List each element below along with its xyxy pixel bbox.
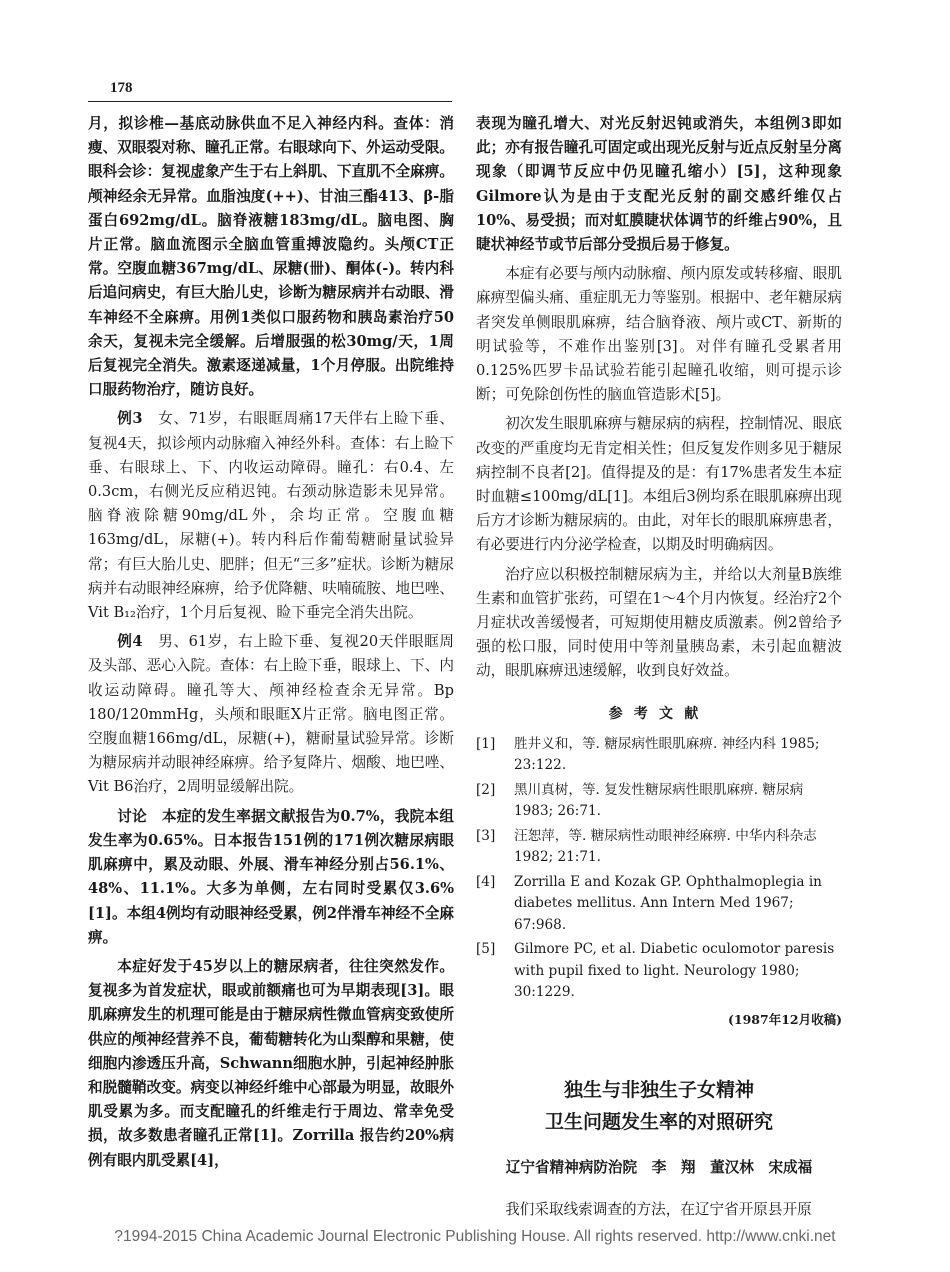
right-column [476, 112, 842, 1227]
case3-label: 例3 [117, 410, 143, 428]
reference-text: 胜井义和，等. 糖尿病性眼肌麻痹. 神经内科 1985; 23:122. [514, 735, 820, 774]
case3-paragraph [88, 407, 454, 625]
case4-paragraph [88, 630, 454, 799]
reference-number: [2] [476, 781, 496, 798]
reference-text: 黑川真树，等. 复发性糖尿病性眼肌麻痹. 糖尿病 1983; 26:71. [514, 781, 804, 820]
reference-number: [1] [476, 735, 496, 752]
reference-item [476, 826, 842, 869]
case4-label: 例4 [117, 633, 143, 651]
relation-paragraph: 初次发生眼肌麻痹与糖尿病的病程，控制情况、眼底改变的严重度均无肯定相关性；但反复发作则多见于糖尿病控制不良者[2]。值得提及的是：有17%患者发生本症时血糖≤100mg/dL[1]。本组后3例均系在眼肌麻痹出现后方才诊断为糖尿病的。由此，对年长的眼肌麻痹患者，有必要进行内分泌学检查，以期及时明确病因。 [476, 415, 842, 554]
differential-paragraph: 本症有必要与颅内动脉瘤、颅内原发或转移瘤、眼肌麻痹型偏头痛、重症肌无力等鉴别。根据中、老年糖尿病者突发单侧眼肌麻痹，结合脑脊液、颅片或CT、新斯的明试验等，不难作出鉴别[3]。对伴有瞳孔受累者用0.125%匹罗卡品试验若能引起瞳孔收缩，则可提示诊断；可免除创伤性的脑血管造影术[5]。 [476, 265, 842, 404]
header-rule [88, 101, 452, 102]
reference-item [476, 939, 842, 1004]
copyright-footer: ?1994-2015 China Academic Journal Electronic Publishing House. All rights reserved. http://www.cnki.net [114, 1228, 836, 1245]
reference-text: Zorrilla E and Kozak GP. Ophthalmoplegia in diabetes mellitus. Ann Intern Med 1967; 67:968. [514, 873, 822, 933]
reference-text: 汪恕萍，等. 糖尿病性动眼神经麻痹. 中华内科杂志 1982; 21:71. [514, 827, 817, 866]
discussion-paragraph [88, 805, 454, 950]
article-title-line2: 卫生问题发生率的对照研究 [544, 1111, 773, 1134]
article-title [476, 1074, 842, 1138]
reference-item [476, 872, 842, 937]
received-date: (1987年12月收稿) [727, 1011, 842, 1027]
article-authors: 辽宁省精神病防治院 李 翔 董汉林 宋成福 [505, 1159, 813, 1177]
case3-text: 女、71岁，右眼眶周痛17天伴右上睑下垂、复视4天，拟诊颅内动脉瘤入神经外科。查体：右上睑下垂、右眼球上、下、内收运动障碍。瞳孔：右0.4、左0.3cm，右侧光反应稍迟钝。右颈动脉造影未见异常。脑脊液除糖90mg/dL外，余均正常。空腹血糖163mg/dL，尿糖(+)。转内科后作葡萄糖耐量试验异常；有巨大胎儿史、肥胖；但无“三多”症状。诊断为糖尿病并右动眼神经麻痹，给予优降糖、呋喃硫胺、地巴唑、Vit B₁₂治疗，1个月后复视、睑下垂完全消失出院。 [88, 410, 454, 622]
discussion-label: 讨论 [117, 807, 147, 825]
reference-number: [3] [476, 827, 496, 844]
next-article [476, 1074, 842, 1222]
article-title-line1: 独生与非独生子女精神 [563, 1079, 754, 1102]
references-list [476, 734, 842, 1004]
reference-item [476, 734, 842, 777]
page-number: 178 [110, 80, 133, 96]
left-column [88, 112, 454, 1178]
case2-continuation: 月，拟诊椎—基底动脉供血不足入神经内科。查体：消瘦、双眼裂对称、瞳孔正常。右眼球向下、外运动受限。眼科会诊：复视虚象产生于右上斜肌、下直肌不全麻痹。颅神经余无异常。血脂浊度(++)、甘油三酯413、β-脂蛋白692mg/dL。脑脊液糖183mg/dL。脑电图、胸片正常。脑血流图示全脑血管重搏波隐约。头颅CT正常。空腹血糖367mg/dL、尿糖(卌)、酮体(-)。转内科后追问病史，有巨大胎儿史，诊断为糖尿病并右动眼、滑车神经不全麻痹。用例1类似口服药物和胰岛素治疗50余天，复视未完全缓解。后增服强的松30mg/天，1周后复视完全消失。激素逐递减量，1个月停服。出院维持口服药物治疗，随访良好。 [88, 115, 454, 399]
treatment-paragraph: 治疗应以积极控制糖尿病为主，并给以大剂量B族维生素和血管扩张药，可望在1～4个月内恢复。经治疗2个月症状改善缓慢者，可短期使用糖皮质激素。例2曾给予强的松口服，同时使用中等剂量胰岛素，未引起血糖波动，眼肌麻痹迅速缓解，收到良好效益。 [476, 565, 842, 680]
pupil-paragraph: 表现为瞳孔增大、对光反射迟钝或消失，本组例3即如此；亦有报告瞳孔可固定或出现光反射与近点反射呈分离现象（即调节反应中仍见瞳孔缩小）[5]，这种现象Gilmore认为是由于支配光反射的副交感纤维仅占10%、易受损；而对虹膜睫状体调节的纤维占90%，且睫状神经节或节后部分受损后易于修复。 [476, 115, 842, 254]
article-first-line: 我们采取线索调查的方法，在辽宁省开原县开原 [505, 1201, 812, 1219]
reference-number: [4] [476, 873, 496, 890]
references-title: 参考文献 [608, 705, 710, 722]
reference-item [476, 780, 842, 823]
reference-number: [5] [476, 941, 496, 958]
reference-text: Gilmore PC, et al. Diabetic oculomotor paresis with pupil fixed to light. Neurology 1980; 30:1229. [514, 941, 835, 1001]
case4-text: 男、61岁，右上睑下垂、复视20天伴眼眶周及头部、恶心入院。查体：右上睑下垂，眼球上、下、内收运动障碍。瞳孔等大、颅神经检查余无异常。Bp 180/120mmHg，头颅和眼眶X片正常。脑电图正常。空腹血糖166mg/dL，尿糖(+)，糖耐量试验异常。诊断为糖尿病并动眼神经麻痹。给予复降片、烟酸、地巴唑、Vit B6治疗，2周明显缓解出院。 [88, 633, 454, 796]
discussion-text: 本症的发生率据文献报告为0.7%，我院本组发生率为0.65%。日本报告151例的171例次糖尿病眼肌麻痹中，累及动眼、外展、滑车神经分别占56.1%、48%、11.1%。大多为单侧，左右同时受累仅3.6%[1]。本组4例均有动眼神经受累，例2伴滑车神经不全麻痹。 [88, 807, 454, 946]
onset-paragraph: 本症好发于45岁以上的糖尿病者，往往突然发作。复视多为首发症状，眼或前额痛也可为早期表现[3]。眼肌麻痹发生的机理可能是由于糖尿病性微血管病变致使所供应的颅神经营养不良，葡萄糖转化为山梨醇和果糖，使细胞内渗透压升高，Schwann细胞水肿，引起神经肿胀和脱髓鞘改变。病变以神经纤维中心部最为明显，故眼外肌受累为多。而支配瞳孔的纤维走行于周边、常幸免受损，故多数患者瞳孔正常[1]。Zorrilla 报告约20%病例有眼内肌受累[4]， [88, 957, 454, 1169]
